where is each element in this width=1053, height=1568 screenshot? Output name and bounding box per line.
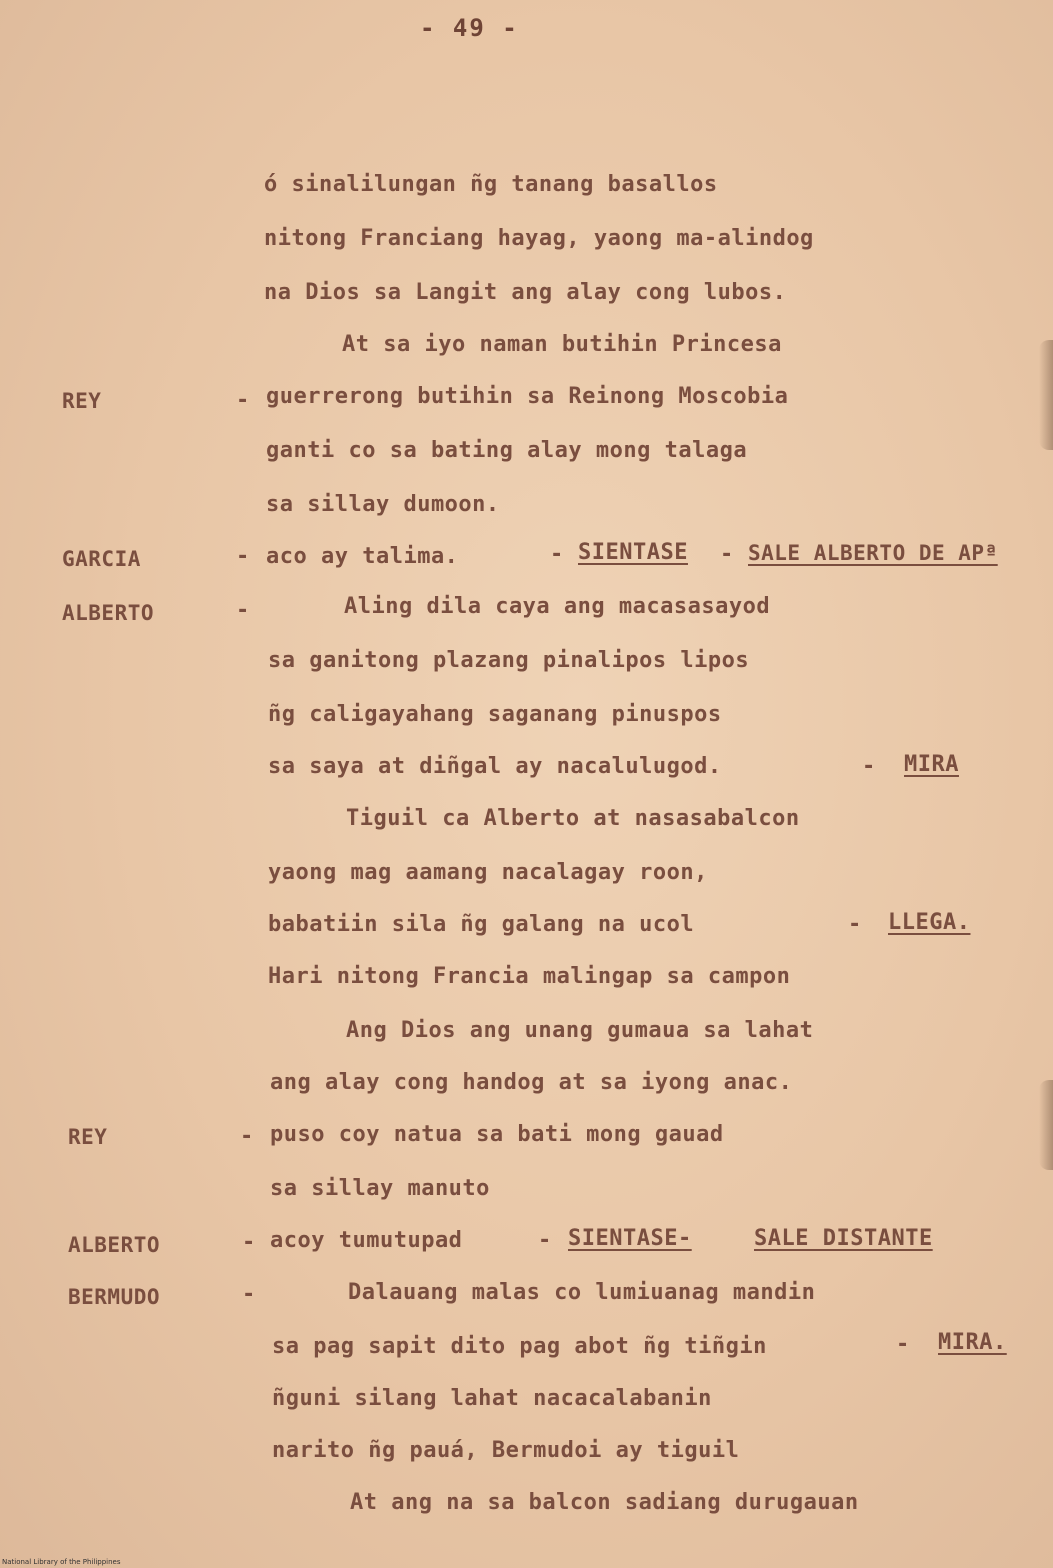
verse-line: sa ganitong plazang pinalipos lipos	[268, 648, 750, 673]
stage-dash: -	[538, 1228, 552, 1253]
verse-line: sa saya at diñgal ay nacalulugod.	[268, 754, 722, 779]
speaker-name: GARCIA	[62, 547, 141, 571]
verse-line: na Dios sa Langit ang alay cong lubos.	[264, 280, 787, 305]
verse-line: sa sillay dumoon.	[266, 492, 500, 517]
verse-line: sa sillay manuto	[270, 1176, 490, 1201]
verse-line: ganti co sa bating alay mong talaga	[266, 438, 748, 463]
speaker-dash: -	[236, 598, 250, 623]
stage-direction: LLEGA.	[888, 910, 971, 935]
verse-line: Tiguil ca Alberto at nasasabalcon	[346, 806, 800, 831]
verse-line: ñg caligayahang saganang pinuspos	[268, 702, 722, 727]
stage-dash: -	[862, 754, 876, 779]
page-edge-shadow	[1039, 1080, 1053, 1170]
verse-line: guerrerong butihin sa Reinong Moscobia	[266, 384, 789, 409]
speaker-dash: -	[240, 1124, 254, 1149]
page-edge-shadow	[1039, 340, 1053, 450]
verse-line: ó sinalilungan ñg tanang basallos	[264, 172, 718, 197]
stage-dash: -	[720, 542, 734, 567]
verse-line: acoy tumutupad	[270, 1228, 463, 1253]
verse-line: aco ay talima.	[266, 544, 459, 569]
stage-direction: SALE ALBERTO DE APª	[748, 541, 998, 565]
verse-line: At ang na sa balcon sadiang durugauan	[350, 1490, 859, 1515]
verse-line: ñguni silang lahat nacacalabanin	[272, 1386, 712, 1411]
speaker-name: ALBERTO	[62, 601, 155, 625]
footer-credit: National Library of the Philippines	[2, 1558, 121, 1566]
verse-line: nitong Franciang hayag, yaong ma-alindog	[264, 226, 814, 251]
stage-dash: -	[550, 542, 564, 567]
verse-line: sa pag sapit dito pag abot ñg tiñgin	[272, 1334, 767, 1359]
verse-line: Hari nitong Francia malingap sa campon	[268, 964, 791, 989]
speaker-name: REY	[62, 389, 102, 413]
speaker-name: ALBERTO	[68, 1233, 161, 1257]
verse-line: Ang Dios ang unang gumaua sa lahat	[346, 1018, 814, 1043]
verse-line: At sa iyo naman butihin Princesa	[342, 332, 782, 357]
stage-dash: -	[848, 912, 862, 937]
stage-direction: MIRA	[904, 752, 959, 777]
speaker-name: REY	[68, 1125, 108, 1149]
verse-line: puso coy natua sa bati mong gauad	[270, 1122, 724, 1147]
verse-line: Aling dila caya ang macasasayod	[344, 594, 771, 619]
stage-direction: SIENTASE	[578, 540, 688, 565]
stage-dash: -	[896, 1332, 910, 1357]
verse-line: narito ñg pauá, Bermudoi ay tiguil	[272, 1438, 740, 1463]
stage-direction: SIENTASE-	[568, 1226, 692, 1251]
verse-line: babatiin sila ñg galang na ucol	[268, 912, 695, 937]
speaker-dash: -	[236, 388, 250, 413]
stage-direction: MIRA.	[938, 1330, 1007, 1355]
speaker-dash: -	[242, 1230, 256, 1255]
verse-line: Dalauang malas co lumiuanag mandin	[348, 1280, 816, 1305]
verse-line: ang alay cong handog at sa iyong anac.	[270, 1070, 793, 1095]
verse-line: yaong mag aamang nacalagay roon,	[268, 860, 708, 885]
speaker-name: BERMUDO	[68, 1285, 161, 1309]
speaker-dash: -	[242, 1282, 256, 1307]
speaker-dash: -	[236, 544, 250, 569]
page-number: - 49 -	[420, 14, 519, 42]
stage-direction: SALE DISTANTE	[754, 1226, 933, 1251]
